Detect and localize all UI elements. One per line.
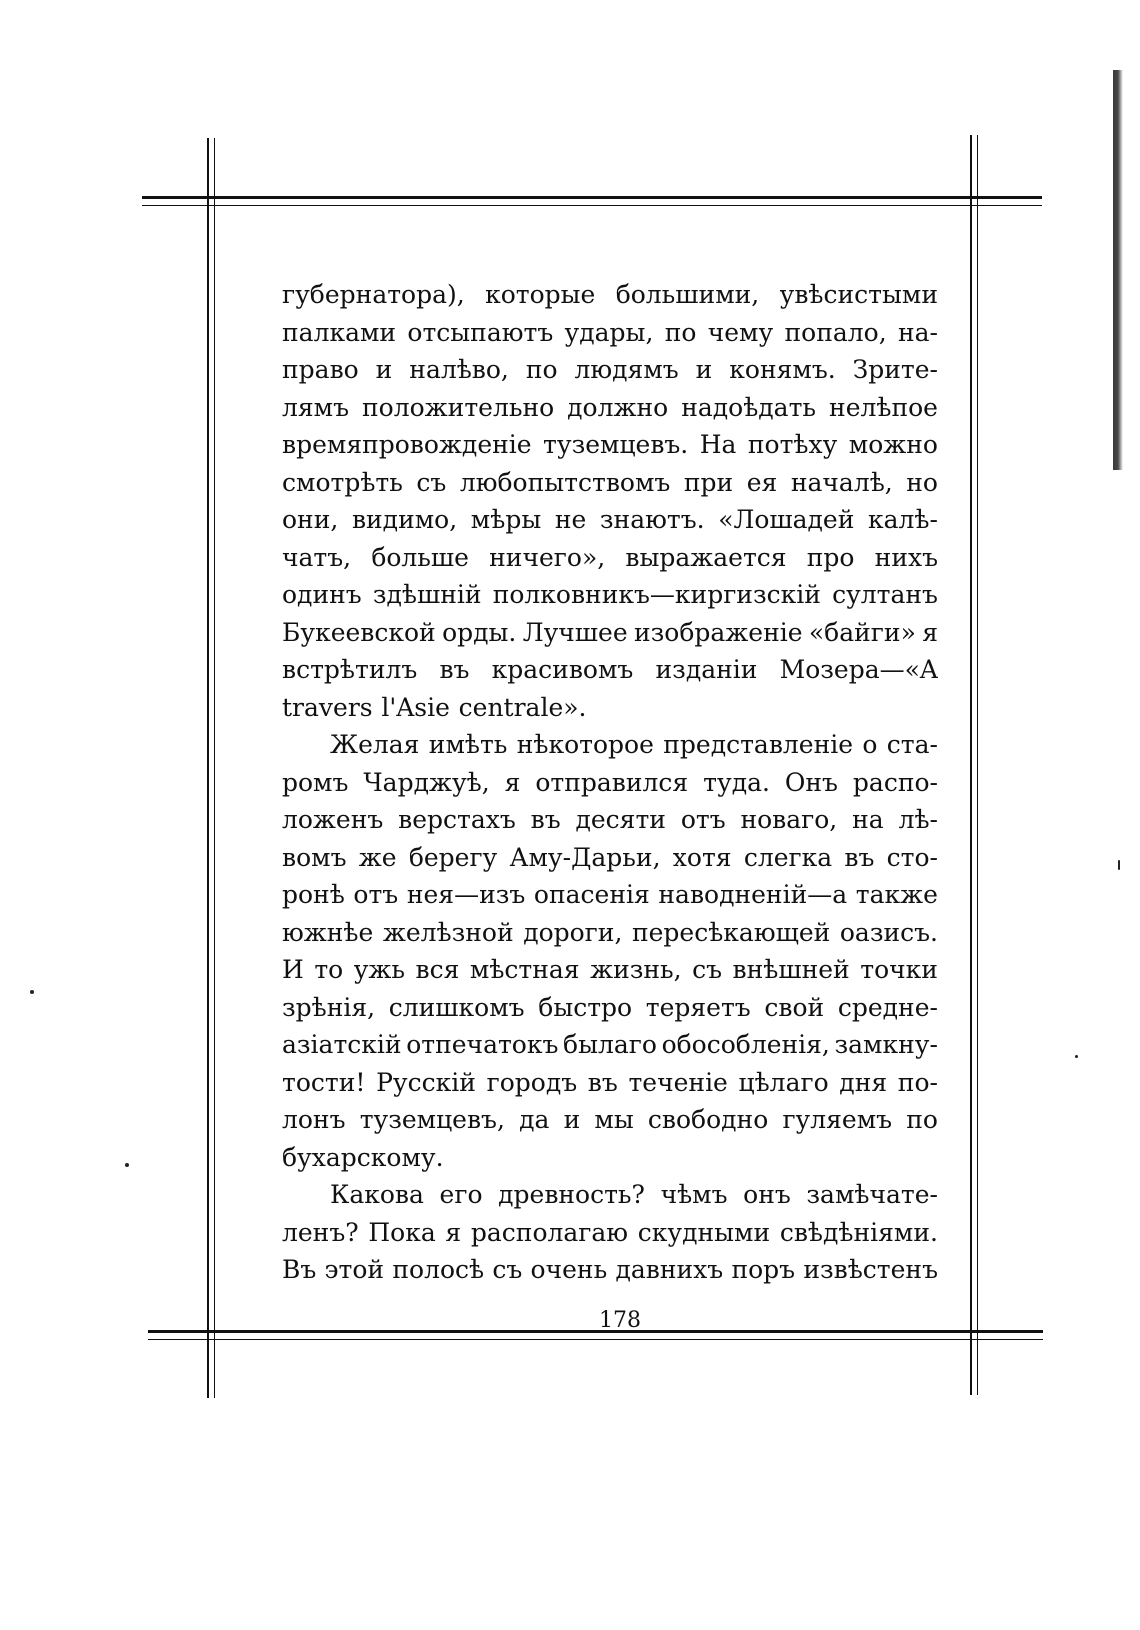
text-line: бухарскому. [282, 1142, 444, 1172]
text-line: тости! Русскій городъ въ теченіе цѣлаго дня по- [282, 1067, 938, 1097]
text-line: южнѣе желѣзной дороги, пересѣкающей оазисъ. [282, 917, 938, 947]
text-line: ленъ? Пока я располагаю скудными свѣдѣніями. [282, 1217, 938, 1247]
frame-top-rule [142, 196, 1042, 199]
body-text [282, 276, 938, 1289]
text-line: travers l'Asie centrale». [282, 692, 587, 722]
scan-speck [125, 1163, 129, 1167]
frame-left-rule-inner [214, 138, 215, 1398]
frame-right-rule-inner [977, 135, 978, 1395]
page-number: 178 [599, 1308, 641, 1333]
scan-speck [30, 990, 34, 994]
frame-top-rule-inner [142, 205, 1042, 206]
paragraph [282, 726, 938, 1176]
binding-edge-shadow [1113, 70, 1123, 470]
paragraph [282, 276, 938, 726]
text-line: лямъ положительно должно надоѣдать нелѣпое [282, 392, 938, 422]
text-line: зрѣнія, слишкомъ быстро теряетъ свой средне- [282, 992, 938, 1022]
text-line: чатъ, больше ничего», выражается про нихъ [282, 542, 938, 572]
text-line: азіатскій отпечатокъ былаго обособленія, замкну- [282, 1030, 938, 1059]
text-line: ложенъ верстахъ въ десяти отъ новаго, на лѣ- [282, 805, 938, 834]
paragraph [282, 1176, 938, 1289]
text-line: одинъ здѣшній полковникъ—киргизскій султанъ [282, 580, 938, 609]
text-line: право и налѣво, по людямъ и конямъ. Зрите- [282, 355, 938, 384]
text-line: губернатора), которые большими, увѣсистыми [282, 280, 938, 309]
text-line: они, видимо, мѣры не знаютъ. «Лошадей калѣ- [282, 505, 938, 534]
scan-speck [1075, 1055, 1078, 1058]
frame-left-rule [207, 138, 209, 1398]
text-line: Желая имѣть нѣкоторое представленіе о ста- [330, 730, 938, 759]
text-line: встрѣтилъ въ красивомъ изданіи Мозера—«A [282, 655, 938, 684]
text-line: вомъ же берегу Аму-Дарьи, хотя слегка въ сто- [282, 842, 938, 872]
text-line: И то ужь вся мѣстная жизнь, съ внѣшней точки [282, 955, 938, 984]
text-line: Букеевской орды. Лучшее изображеніе «байги» я [282, 617, 938, 647]
text-line: Въ этой полосѣ съ очень давнихъ поръ извѣстенъ [282, 1255, 938, 1284]
text-line: времяпровожденіе туземцевъ. На потѣху можно [282, 430, 938, 459]
frame-right-rule [970, 135, 972, 1395]
frame-bottom-rule-inner [148, 1339, 1043, 1340]
text-line: ромъ Чарджуѣ, я отправился туда. Онъ распо- [282, 767, 938, 797]
text-line: палками отсыпаютъ удары, по чему попало, на- [282, 317, 938, 347]
scan-speck [1118, 860, 1120, 870]
text-line: смотрѣть съ любопытствомъ при ея началѣ, но [282, 467, 938, 497]
text-line: Какова его древность? чѣмъ онъ замѣчате- [330, 1180, 938, 1209]
text-line: ронѣ отъ нея—изъ опасенія наводненій—а также [282, 880, 938, 909]
text-line: лонъ туземцевъ, да и мы свободно гуляемъ по [282, 1105, 938, 1134]
